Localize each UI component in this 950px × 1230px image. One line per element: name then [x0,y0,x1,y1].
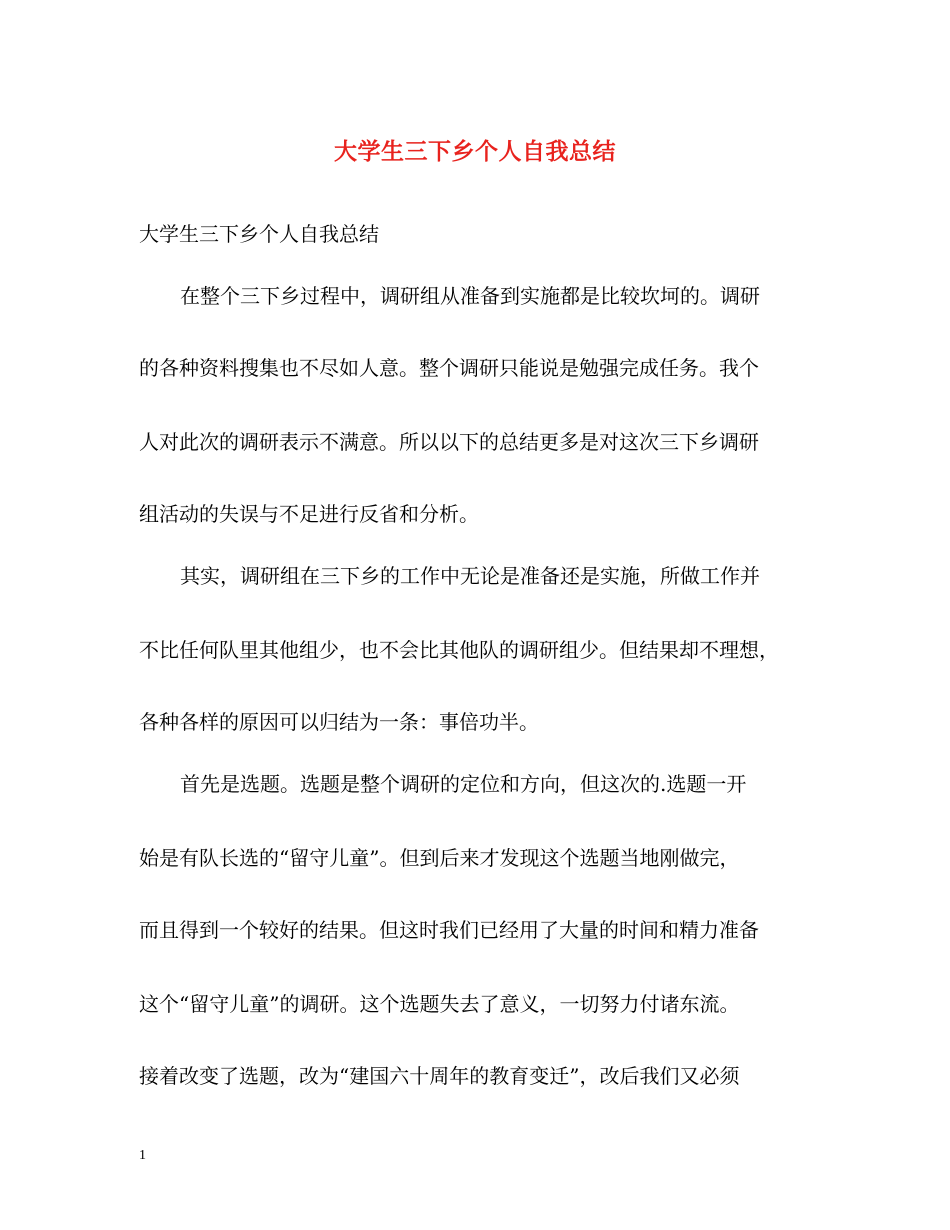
paragraph-line: 不比任何队里其他组少，也不会比其他队的调研组少。但结果却不理想， [139,638,779,662]
paragraph-line: 而且得到一个较好的结果。但这时我们已经用了大量的时间和精力准备 [139,918,759,942]
document-subtitle: 大学生三下乡个人自我总结 [139,222,379,246]
paragraph-line: 这个“留守儿童”的调研。这个选题失去了意义，一切努力付诸东流。 [139,992,740,1016]
paragraph-line: 始是有队长选的“留守儿童”。但到后来才发现这个选题当地刚做完， [139,846,740,870]
paragraph-line: 各种各样的原因可以归结为一条：事倍功半。 [139,710,539,734]
paragraph-line: 在整个三下乡过程中，调研组从准备到实施都是比较坎坷的。调研 [180,284,760,308]
paragraph-line: 组活动的失误与不足进行反省和分析。 [139,502,479,526]
paragraph-line: 首先是选题。选题是整个调研的定位和方向，但这次的.选题一开 [180,772,747,796]
paragraph-line: 人对此次的调研表示不满意。所以以下的总结更多是对这次三下乡调研 [139,430,759,454]
paragraph-line: 的各种资料搜集也不尽如人意。整个调研只能说是勉强完成任务。我个 [139,356,759,380]
paragraph-line: 接着改变了选题，改为“建国六十周年的教育变迁”，改后我们又必须 [139,1064,740,1088]
paragraph-line: 其实，调研组在三下乡的工作中无论是准备还是实施，所做工作并 [180,564,760,588]
page-number: 1 [139,1148,146,1163]
document-title: 大学生三下乡个人自我总结 [334,138,616,165]
